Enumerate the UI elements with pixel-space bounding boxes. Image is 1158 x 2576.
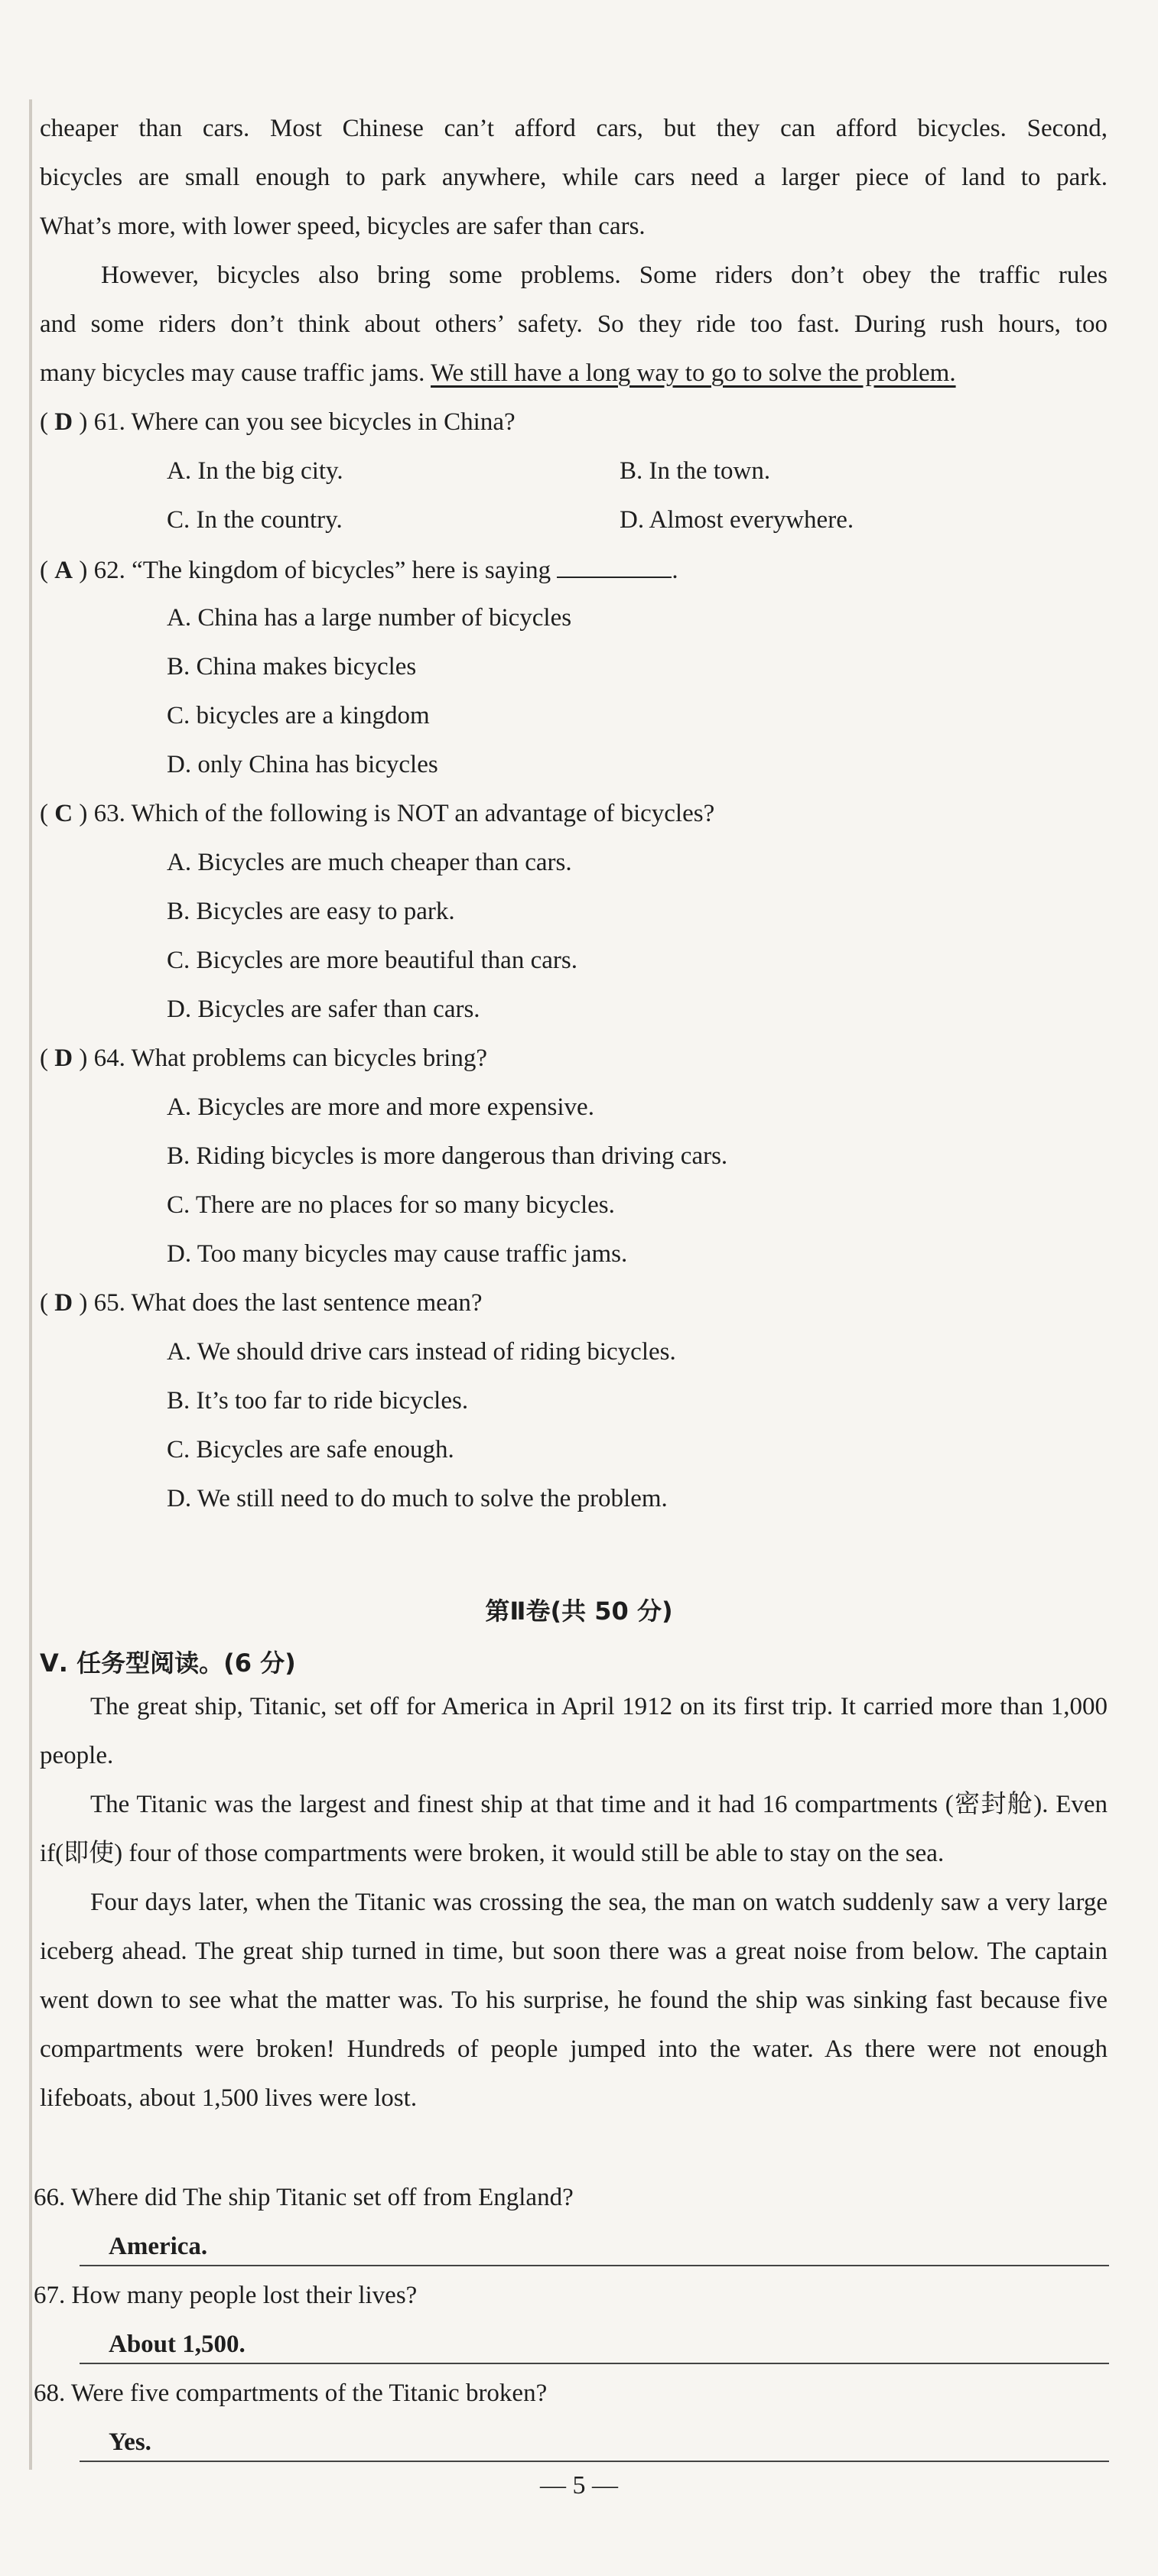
- question-68: 68. Were five compartments of the Titanic broken?: [34, 2379, 548, 2407]
- section-2-title: 第Ⅱ卷(共 50 分): [485, 1597, 673, 1626]
- q64-option-d: D. Too many bicycles may cause traffic jams.: [167, 1240, 628, 1268]
- answer-67-line: [80, 2363, 1109, 2364]
- task-paragraph-2: The Titanic was the largest and finest ship at that time and it had 16 compartments (密封舱). Even if(即使) four of those compartments were broken, it would still be able to stay on the sea.: [40, 1791, 1108, 1867]
- passage-line-5: and some riders don’t think about others’ safety. So they ride too fast. During rush hours, too: [40, 310, 1108, 338]
- question-67: 67. How many people lost their lives?: [34, 2282, 418, 2309]
- question-61-stem: Where can you see bicycles in China?: [131, 408, 516, 436]
- question-62-number: 62.: [93, 557, 125, 584]
- q62-option-a: A. China has a large number of bicycles: [167, 604, 572, 632]
- question-62-stem: “The kingdom of bicycles” here is saying: [132, 557, 551, 584]
- page-margin-line: [29, 99, 32, 2470]
- question-64-stem: What problems can bicycles bring?: [131, 1044, 487, 1072]
- question-64-number: 64.: [93, 1044, 125, 1072]
- question-61-number: 61.: [93, 408, 125, 436]
- answer-64: D: [54, 1044, 73, 1072]
- q62-option-b: B. China makes bicycles: [167, 653, 417, 681]
- answer-66-line: [80, 2265, 1109, 2266]
- task-paragraph-3: Four days later, when the Titanic was crossing the sea, the man on watch suddenly saw a very large iceberg ahead. The great ship turned in time, but soon there was a great noise from below. The captain went down to see what the matter was. To his surprise, he found the ship was sinking fast because five compartments were broken! Hundreds of people jumped into the water. As there were not enough lifeboats, about 1,500 lives were lost.: [40, 1889, 1108, 2112]
- passage-line-6: [40, 361, 1108, 386]
- passage-line-1: cheaper than cars. Most Chinese can’t afford cars, but they can afford bicycles. Second,: [40, 115, 1108, 142]
- question-66: 66. Where did The ship Titanic set off from England?: [34, 2184, 574, 2211]
- question-64: ( D ) 64. What problems can bicycles bring?: [40, 1044, 487, 1072]
- answer-68: Yes.: [109, 2428, 151, 2456]
- q63-option-b: B. Bicycles are easy to park.: [167, 898, 455, 925]
- page-number: — 5 —: [540, 2471, 618, 2500]
- q64-option-c: C. There are no places for so many bicycles.: [167, 1191, 615, 1219]
- task-reading-title: Ⅴ. 任务型阅读。(6 分): [40, 1649, 296, 1678]
- passage-line-3: What’s more, with lower speed, bicycles are safer than cars.: [40, 213, 646, 240]
- answer-66: America.: [109, 2233, 208, 2260]
- passage-line-4: However, bicycles also bring some problems. Some riders don’t obey the traffic rules: [101, 261, 1108, 289]
- q65-option-c: C. Bicycles are safe enough.: [167, 1436, 454, 1463]
- q64-option-a: A. Bicycles are more and more expensive.: [167, 1093, 594, 1121]
- q61-option-d: D. Almost everywhere.: [620, 506, 854, 534]
- q62-option-c: C. bicycles are a kingdom: [167, 702, 430, 729]
- q63-option-c: C. Bicycles are more beautiful than cars.: [167, 947, 577, 974]
- question-63-number: 63.: [93, 800, 125, 827]
- q61-option-c: C. In the country.: [167, 506, 343, 534]
- passage-line-2: bicycles are small enough to park anywhere, while cars need a larger piece of land to park.: [40, 164, 1108, 191]
- q63-option-d: D. Bicycles are safer than cars.: [167, 996, 480, 1023]
- answer-61: D: [54, 408, 73, 436]
- question-65-stem: What does the last sentence mean?: [131, 1289, 483, 1317]
- question-62: ( A ) 62. “The kingdom of bicycles” here is saying .: [40, 557, 678, 584]
- answer-65: D: [54, 1289, 73, 1317]
- question-61: ( D ) 61. Where can you see bicycles in China?: [40, 408, 516, 436]
- q65-option-d: D. We still need to do much to solve the problem.: [167, 1485, 668, 1512]
- question-65: ( D ) 65. What does the last sentence mean?: [40, 1289, 483, 1317]
- q64-option-b: B. Riding bicycles is more dangerous than driving cars.: [167, 1142, 728, 1170]
- question-63: ( C ) 63. Which of the following is NOT an advantage of bicycles?: [40, 800, 715, 827]
- question-65-number: 65.: [93, 1289, 125, 1317]
- answer-63: C: [54, 800, 73, 827]
- question-63-stem: Which of the following is NOT an advantage of bicycles?: [131, 800, 715, 827]
- answer-67: About 1,500.: [109, 2331, 246, 2358]
- q61-option-b: B. In the town.: [620, 457, 771, 485]
- q65-option-a: A. We should drive cars instead of riding bicycles.: [167, 1338, 676, 1366]
- answer-blank: [557, 557, 672, 578]
- answer-62: A: [54, 557, 73, 584]
- answer-68-line: [80, 2461, 1109, 2462]
- q65-option-b: B. It’s too far to ride bicycles.: [167, 1387, 469, 1415]
- task-passage: [40, 1682, 1108, 2123]
- task-paragraph-1: The great ship, Titanic, set off for America in April 1912 on its first trip. It carried more than 1,000 people.: [40, 1693, 1108, 1769]
- q61-option-a: A. In the big city.: [167, 457, 343, 485]
- q63-option-a: A. Bicycles are much cheaper than cars.: [167, 849, 572, 876]
- passage-line-6-prefix: many bicycles may cause traffic jams.: [40, 359, 425, 387]
- q62-option-d: D. only China has bicycles: [167, 751, 438, 778]
- underlined-sentence: We still have a long way to go to solve the problem.: [431, 359, 956, 387]
